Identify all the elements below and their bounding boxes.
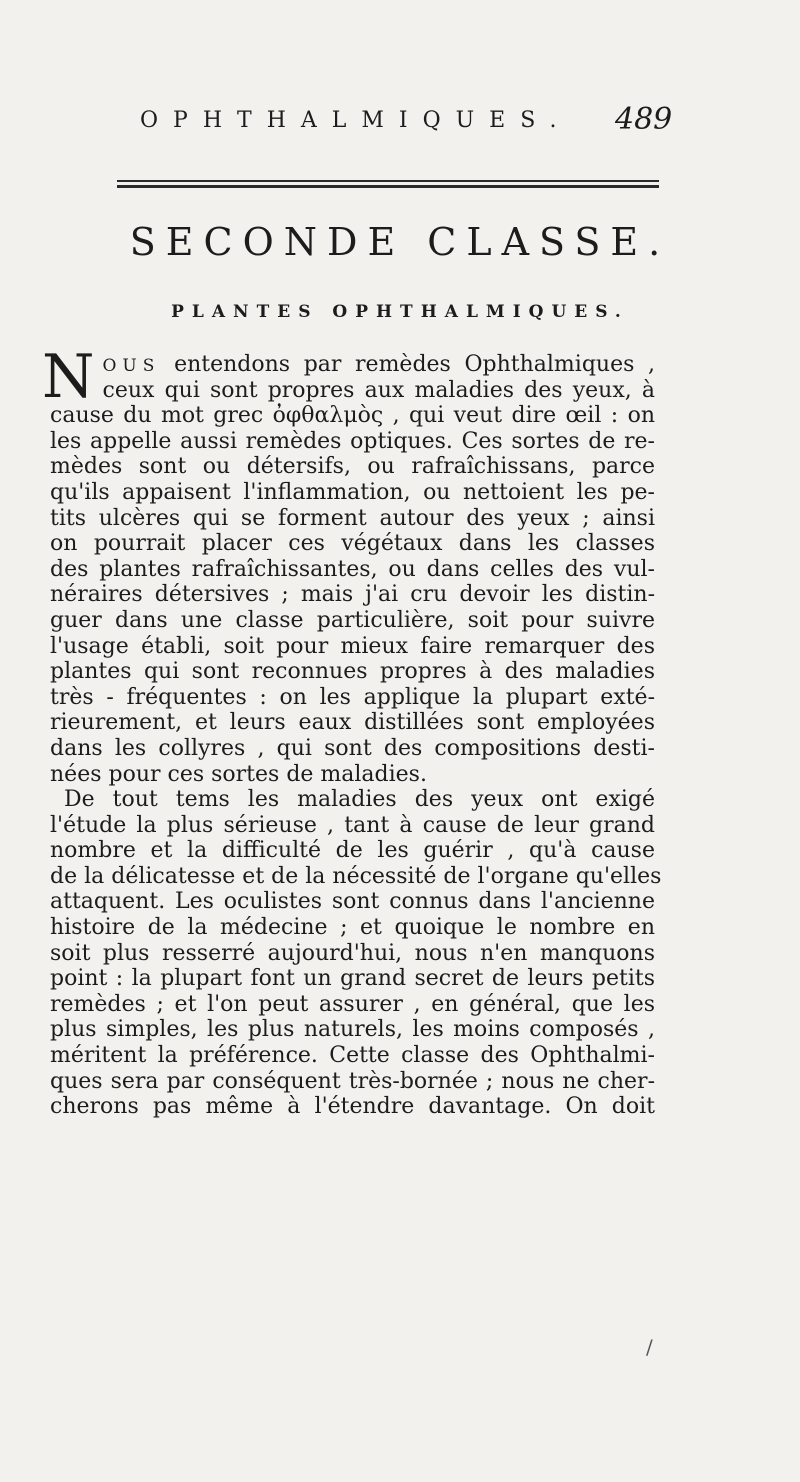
sub-heading: PLANTES OPHTHALMIQUES. [171,302,629,322]
text-line: nées pour ces sortes de maladies. [50,761,427,787]
text-line: soit plus resserré aujourd'hui, nous n'en manquons [50,940,655,966]
text-line: qu'ils appaisent l'inflammation, ou nettoient les pe- [50,479,655,505]
text-line: mèdes sont ou détersifs, ou rafraîchissans, parce [50,454,655,480]
page-number: 489 [615,102,673,137]
body-text [42,342,662,1120]
text-line: très - fréquentes : on les applique la plupart exté- [50,684,655,710]
running-head [0,100,800,146]
rule-thick [117,185,659,188]
text-line: point : la plupart font un grand secret de leurs petits [50,966,655,992]
text-line: les appelle aussi remèdes optiques. Ces sortes de re- [50,428,655,454]
text-line: des plantes rafraîchissantes, ou dans celles des vul- [50,556,655,582]
text-line: plantes qui sont reconnues propres à des maladies [50,659,655,685]
text-line: tits ulcères qui se forment autour des yeux ; ainsi [50,505,655,531]
drop-cap: N [42,342,95,412]
text-line: remèdes ; et l'on peut assurer , en général, que les [50,991,655,1017]
text-line: plus simples, les plus naturels, les moins composés , [50,1017,655,1043]
line-text: entendons par remèdes Ophthalmiques , [174,352,656,377]
text-line: cause du mot grec ὀφθαλμὸς , qui veut dire œil : on [50,403,655,429]
text-line: nombre et la difficulté de les guérir , qu'à cause [50,838,655,864]
first-word: OUS [102,356,161,376]
text-line: histoire de la médecine ; et quoique le nombre en [50,915,655,941]
text-line: rieurement, et leurs eaux distillées sont employées [50,710,655,736]
text-line: méritent la préférence. Cette classe des Ophthalmi- [50,1043,655,1069]
text-line: ques sera par conséquent très-bornée ; nous ne cher- [50,1068,655,1094]
text-line: dans les collyres , qui sont des compositions desti- [50,735,655,761]
text-line: on pourrait placer ces végétaux dans les classes [50,531,655,557]
text-line: guer dans une classe particulière, soit pour suivre [50,607,655,633]
text-line: attaquent. Les oculistes sont connus dans l'ancienne [50,889,655,915]
text-line: cherons pas même à l'étendre davantage. On doit [50,1094,655,1120]
running-title: OPHTHALMIQUES. [140,108,572,133]
text-line: néraires détersives ; mais j'ai cru devoir les distin- [50,582,655,608]
class-heading: SECONDE CLASSE. [129,220,671,264]
rule-thin [117,180,659,182]
text-line: de la délicatesse et de la nécessité de l'organe qu'elles [50,863,662,889]
text-line: l'étude la plus sérieuse , tant à cause de leur grand [50,812,655,838]
text-line: l'usage établi, soit pour mieux faire remarquer des [50,633,655,659]
text-line: ceux qui sont propres aux maladies des yeux, à [102,377,655,403]
text-line: De tout tems les maladies des yeux ont exigé [64,787,655,813]
double-rule [117,180,659,188]
margin-mark: / [646,1335,653,1359]
